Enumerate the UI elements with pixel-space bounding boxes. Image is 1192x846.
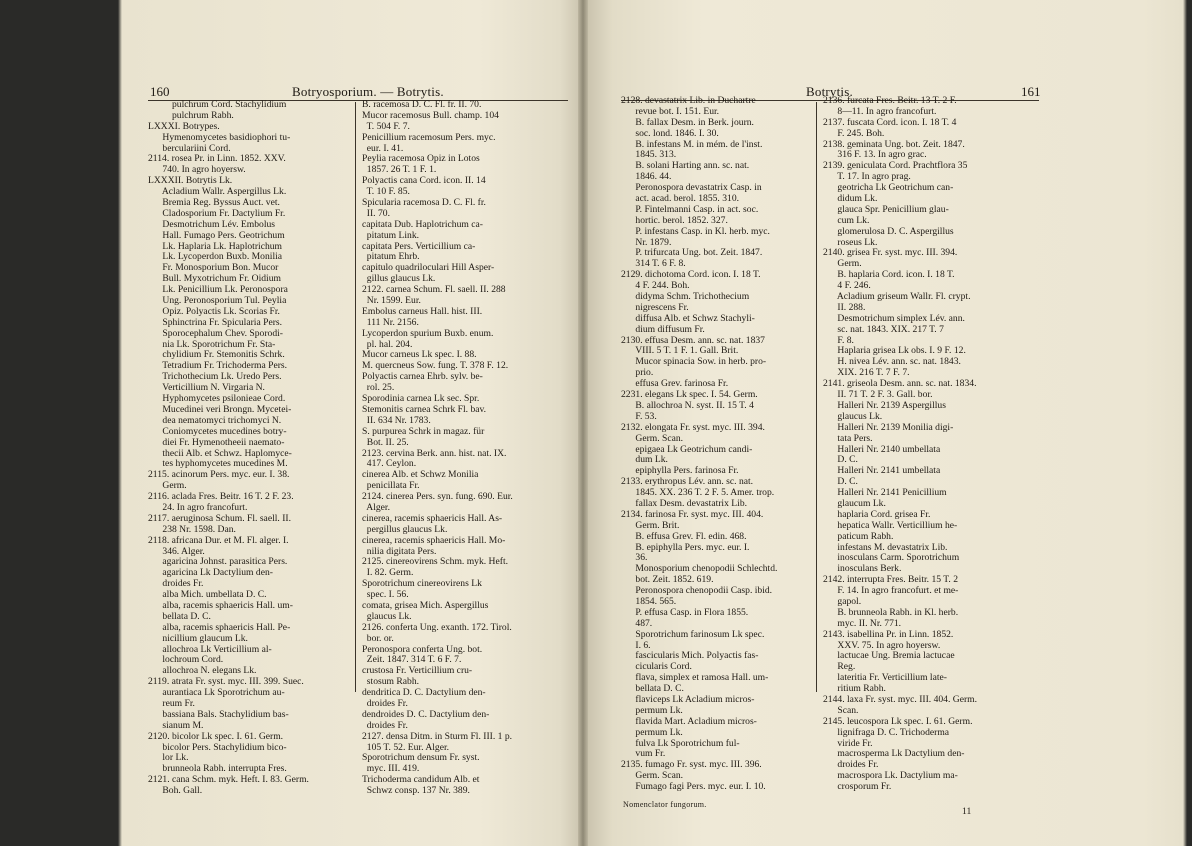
text-line: Mucor racemosus Bull. champ. 104 [362,109,499,121]
text-line: 346. Alger. [148,545,205,557]
text-line: Halleri Nr. 2139 Monilia digi- [823,421,954,433]
text-line: brunneola Rabh. interrupta Fres. [148,763,287,775]
text-line: Hyphomycetes psilonieae Cord. [148,393,286,405]
text-line: 2143. isabellina Pr. in Linn. 1852. [823,628,954,640]
text-line: macrospora Lk. Dactylium ma- [823,770,958,782]
text-line: II. 634 Nr. 1783. [362,414,431,426]
text-line: B. haplaria Cord. icon. I. 18 T. [823,269,955,281]
text-line: agaricina Lk Dactylium den- [148,567,273,579]
text-line: S. purpurea Schrk in magaz. für [362,425,485,437]
text-line: Fumago fagi Pers. myc. eur. I. 10. [621,781,766,793]
text-line: Alger. [362,501,390,513]
text-line: D. C. [823,454,858,466]
text-line: droides Fr. [362,697,408,709]
text-line: Schwz consp. 137 Nr. 389. [362,785,470,797]
text-line: Halleri Nr. 2139 Aspergillus [823,399,946,411]
text-line: stosum Rabh. [362,676,420,688]
text-line: 1857. 26 T. 1 F. 1. [362,164,437,176]
text-line: P. trifurcata Ung. bot. Zeit. 1847. [621,247,763,259]
left-column-divider [355,102,356,692]
text-line: capitata Dub. Haplotrichum ca- [362,218,483,230]
text-line: Monosporium chenopodii Schlechtd. [621,563,778,575]
text-line: Zeit. 1847. 314 T. 6 F. 7. [362,654,462,666]
text-line: Lk. Penicillium Lk. Peronospora [148,284,288,296]
text-line: bot. Zeit. 1852. 619. [621,574,714,586]
text-line: 1846. 44. [621,171,672,183]
text-line: myc. III. 419. [362,763,420,775]
right-column-divider [816,102,817,692]
text-line: diei Fr. Hymenotheeii naemato- [148,436,285,448]
text-line: 2142. interrupta Fres. Beitr. 15 T. 2 [823,574,959,586]
text-line: lignifraga D. C. Trichoderma [823,726,950,738]
text-line: pitatum Link. [362,229,420,241]
text-line: Lk. Lycoperdon Buxb. Monilia [148,251,283,263]
text-line: Sporotrichum densum Fr. syst. [362,752,480,764]
text-line: 2126. conferta Ung. exanth. 172. Tirol. [362,621,512,633]
text-line: epigaea Lk Geotrichum candi- [621,443,753,455]
right-column-2 [823,96,977,793]
text-line: 1854. 565. [621,595,677,607]
text-line: Penicillium racemosum Pers. myc. [362,131,496,143]
text-line: Hall. Fumago Pers. Geotrichum [148,229,285,241]
text-line: Spicularia racemosa D. C. Fl. fr. [362,197,486,209]
text-line: hepatica Wallr. Verticillium he- [823,519,958,531]
text-line: F. 245. Boh. [823,127,885,139]
text-line: thecii Alb. et Schwz. Haplomyce- [148,447,292,459]
text-line: cinerea Alb. et Schwz Monilia [362,469,479,481]
text-line: P. infestans Casp. in Kl. herb. myc. [621,225,770,237]
text-line: sianum M. [148,719,204,731]
text-line: viride Fr. [823,737,873,749]
text-line: cicularis Cord. [621,661,692,673]
text-line: B. solani Harting ann. sc. nat. [621,160,750,172]
text-line: comata, grisea Mich. Aspergillus [362,599,489,611]
text-line: M. quercneus Sow. fung. T. 378 F. 12. [362,360,509,372]
text-line: 2116. aclada Fres. Beitr. 16 T. 2 F. 23. [148,491,294,503]
text-line: Cladosporium Fr. Dactylium Fr. [148,207,286,219]
text-line: F. 53. [621,410,657,422]
text-line: Bull. Myxotrichum Fr. Oidium [148,273,281,285]
text-line: Sporodinia carnea Lk sec. Spr. [362,393,480,405]
text-line: inosculans Carm. Sporotrichum [823,552,960,564]
right-running-head: Botrytis. [806,84,853,99]
text-line: Bot. II. 25. [362,436,409,448]
text-line: B. epiphylla Pers. myc. eur. I. [621,541,750,553]
text-line: B. racemosa D. C. Fl. fr. II. 70. [362,99,482,110]
text-line: glaucus Lk. [362,610,412,622]
text-line: geotricha Lk Geotrichum can- [823,182,954,194]
text-line: T. 10 F. 85. [362,186,410,198]
text-line: F. 14. In agro francofurt. et me- [823,585,959,597]
text-line: inosculans Berk. [823,563,902,575]
text-line: II. 71 T. 2 F. 3. Gall. bor. [823,389,933,401]
text-line: ritium Rabh. [823,683,886,695]
text-line: Peylia racemosa Opiz in Lotos [362,153,480,165]
text-line: Peronospora devastatrix Casp. in [621,182,762,194]
text-line: 2141. griseola Desm. ann. sc. nat. 1834. [823,378,977,390]
text-line: Scan. [823,704,859,716]
text-line: gillus glaucus Lk. [362,273,436,285]
text-line: roseus Lk. [823,236,878,248]
text-line: Sphinctrina Fr. Spicularia Pers. [148,316,283,328]
text-line: pulchrum Cord. Stachylidium [148,99,287,110]
text-line: Sporotrichum cinereovirens Lk [362,578,482,590]
text-line: crustosa Fr. Verticillium cru- [362,665,473,677]
text-line: 24. In agro francofurt. [148,501,248,513]
text-line: Halleri Nr. 2140 umbellata [823,443,941,455]
text-line: 1845. XX. 236 T. 2 F. 5. Amer. trop. [621,487,775,499]
left-running-head: Botryosporium. — Botrytis. [292,84,444,99]
text-line: epiphylla Pers. farinosa Fr. [621,465,739,477]
text-line: Acladium griseum Wallr. Fl. crypt. [823,291,971,303]
text-line: Bremia Reg. Byssus Auct. vet. [148,197,280,209]
text-line: bor. or. [362,632,394,644]
right-page [583,0,1192,846]
text-line: Polyactis carnea Ehrb. sylv. be- [362,371,483,383]
text-line: Germ. Brit. [621,519,680,531]
text-line: chylidium Fr. Stemonitis Schrk. [148,349,285,361]
right-column-1 [621,96,777,793]
text-line: flaviceps Lk Acladium micros- [621,693,755,705]
text-line: glaucus Lk. [823,410,883,422]
text-line: Germ. Scan. [621,770,684,782]
text-line: Boh. Gall. [148,785,203,797]
text-line: 2129. dichotoma Cord. icon. I. 18 T. [621,269,761,281]
text-line: permum Lk. [621,704,683,716]
text-line: bellata D. C. [621,683,684,695]
text-line: glauca Spr. Penicillium glau- [823,203,949,215]
text-line: aurantiaca Lk Sporotrichum au- [148,687,285,699]
text-line: 2137. fuscata Cord. icon. I. 18 T. 4 [823,116,957,128]
text-line: F. 8. [823,334,854,346]
text-line: D. C. [823,476,858,488]
left-page [0,0,583,846]
text-line: myc. II. Nr. 771. [823,617,902,629]
text-line: 2130. effusa Desm. ann. sc. nat. 1837 [621,334,765,346]
text-line: Polyactis cana Cord. icon. II. 14 [362,175,486,187]
text-line: soc. lond. 1846. I. 30. [621,127,719,139]
text-line: prio. [621,367,654,379]
text-line: bassiana Bals. Stachylidium bas- [148,708,289,720]
text-line: 2135. fumago Fr. syst. myc. III. 396. [621,759,762,771]
text-line: Lycoperdon spurium Buxb. enum. [362,327,494,339]
text-line: sc. nat. 1843. XIX. 217 T. 7 [823,323,944,335]
text-line: 2132. elongata Fr. syst. myc. III. 394. [621,421,765,433]
text-line: 111 Nr. 2156. [362,316,419,328]
text-line: 2133. erythropus Lév. ann. sc. nat. [621,476,754,488]
text-line: 2114. rosea Pr. in Linn. 1852. XXV. [148,153,286,165]
text-line: T. 17. In agro prag. [823,171,911,183]
text-line: 2123. cervina Berk. ann. hist. nat. IX. [362,447,507,459]
text-line: revue bot. I. 151. Eur. [621,105,720,117]
text-line: pl. hal. 204. [362,338,413,350]
text-line: permum Lk. [621,726,683,738]
text-line: pitatum Ehrb. [362,251,420,263]
right-page-number: 161 [1021,84,1041,99]
text-line: 238 Nr. 1598. Dan. [148,523,236,535]
text-line: Trichothecium Lk. Uredo Pers. [148,371,282,383]
text-line: nicillium glaucum Lk. [148,632,248,644]
text-line: macrosperma Lk Dactylium den- [823,748,965,760]
text-line: 2118. africana Dur. et M. Fl. alger. I. [148,534,289,546]
text-line: Sporotrichum farinosum Lk spec. [621,628,765,640]
text-line: gapol. [823,595,862,607]
text-line: Opiz. Polyactis Lk. Scorias Fr. [148,305,280,317]
text-line: allochroa N. elegans Lk. [148,665,257,677]
text-line: 2119. atrata Fr. syst. myc. III. 399. Suec. [148,676,304,688]
text-line: infestans M. devastatrix Lib. [823,541,948,553]
text-line: Desmotrichum simplex Lév. ann. [823,312,965,324]
text-line: LXXXII. Botrytis Lk. [148,175,233,187]
text-line: Ung. Peronosporium Tul. Peylia [148,295,287,307]
text-line: Verticillium N. Virgaria N. [148,382,265,394]
text-line: dendritica D. C. Dactylium den- [362,687,486,699]
text-line: tata Pers. [823,432,873,444]
text-line: II. 288. [823,301,866,313]
text-line: P. Fintelmanni Casp. in act. soc. [621,203,759,215]
text-line: 36. [621,552,648,564]
footer-note: Nomenclator fungorum. [623,800,707,809]
text-line: spec. I. 56. [362,589,409,601]
text-line: Germ. Scan. [621,432,684,444]
text-line: diffusa Alb. et Schwz Stachyli- [621,312,755,324]
text-line: droides Fr. [148,578,204,590]
text-line: II. 70. [362,207,390,219]
text-line: 2121. cana Schm. myk. Heft. I. 83. Germ. [148,774,309,786]
text-line: dum Lk. [621,454,668,466]
text-line: B. allochroa N. syst. II. 15 T. 4 [621,399,754,411]
text-line: penicillata Fr. [362,480,420,492]
text-line: flava, simplex et ramosa Hall. um- [621,672,769,684]
text-line: Halleri Nr. 2141 Penicillium [823,487,947,499]
text-line: dium diffusum Fr. [621,323,705,335]
text-line: capitulo quadriloculari Hill Asper- [362,262,495,274]
text-line: 2136. furcata Fres. Beitr. 13 T. 2 F. [823,95,957,106]
text-line: effusa Grev. farinosa Fr. [621,378,729,390]
text-line: paticum Rabh. [823,530,894,542]
text-line: bicolor Pers. Stachylidium bico- [148,741,287,753]
text-line: 2139. geniculata Cord. Prachtflora 35 [823,160,968,172]
text-line: 8—11. In agro francofurt. [823,105,937,117]
text-line: 1845. 313. [621,149,677,161]
text-line: Desmotrichum Lév. Embolus [148,218,276,230]
text-line: cum Lk. [823,214,870,226]
text-line: Peronospora conferta Ung. bot. [362,643,483,655]
text-line: haplaria Cord. grisea Fr. [823,508,931,520]
text-line: reum Fr. [148,697,195,709]
text-line: I. 6. [621,639,651,651]
text-line: bellata D. C. [148,610,211,622]
text-line: allochroa Lk Verticillium al- [148,643,272,655]
text-line: hortic. berol. 1852. 327. [621,214,728,226]
text-line: Germ. [148,480,187,492]
text-line: 2134. farinosa Fr. syst. myc. III. 404. [621,508,764,520]
text-line: 105 T. 52. Eur. Alger. [362,741,450,753]
text-line: 314 T. 6 F. 8. [621,258,686,270]
text-line: fulva Lk Sporotrichum ful- [621,737,740,749]
text-line: 487. [621,617,653,629]
text-line: Trichoderma candidum Alb. et [362,774,480,786]
signature-mark: 11 [962,806,972,817]
text-line: eur. I. 41. [362,142,404,154]
text-line: 2115. acinorum Pers. myc. eur. I. 38. [148,469,290,481]
book-gutter [578,0,588,846]
text-line: P. effusa Casp. in Flora 1855. [621,606,749,618]
text-line: Sporocephalum Chev. Sporodi- [148,327,284,339]
text-line: cinerea, racemis sphaericis Hall. As- [362,512,503,524]
text-line: 2117. aeruginosa Schum. Fl. saell. II. [148,512,291,524]
text-line: pulchrum Rabh. [148,109,234,121]
text-line: Mucor spinacia Sow. in herb. pro- [621,356,767,368]
text-line: act. acad. berol. 1855. 310. [621,193,740,205]
left-page-number: 160 [150,84,170,99]
text-line: 4 F. 246. [823,280,871,292]
text-line: XIX. 216 T. 7 F. 7. [823,367,910,379]
text-line: Fr. Monosporium Bon. Mucor [148,262,279,274]
text-line: glomerulosa D. C. Aspergillus [823,225,954,237]
text-line: LXXXI. Botrypes. [148,120,220,132]
text-line: 4 F. 244. Boh. [621,280,690,292]
text-line: B. infestans M. in mém. de l'inst. [621,138,763,150]
text-line: B. brunneola Rabh. in Kl. herb. [823,606,959,618]
text-line: 2138. geminata Ung. bot. Zeit. 1847. [823,138,965,150]
text-line: 2120. bicolor Lk spec. I. 61. Germ. [148,730,284,742]
text-line: Embolus carneus Hall. hist. III. [362,305,483,317]
text-line: nia Lk. Sporotrichum Fr. Sta- [148,338,276,350]
text-line: 2145. leucospora Lk spec. I. 61. Germ. [823,715,973,727]
text-line: Coniomycetes mucedines botry- [148,425,287,437]
text-line: glaucum Lk. [823,497,886,509]
left-column-2 [362,100,513,797]
text-line: Acladium Wallr. Aspergillus Lk. [148,186,287,198]
text-line: B. effusa Grev. Fl. edin. 468. [621,530,747,542]
text-line: didum Lk. [823,193,878,205]
left-column-1 [148,100,309,797]
text-line: Mucor carneus Lk spec. I. 88. [362,349,477,361]
text-line: agaricina Johnst. parasitica Pers. [148,556,288,568]
text-line: 2144. laxa Fr. syst. myc. III. 404. Germ. [823,693,978,705]
text-line: pergillus glaucus Lk. [362,523,448,535]
text-line: droides Fr. [362,719,408,731]
text-line: 2127. densa Ditm. in Sturm Fl. III. 1 p. [362,730,513,742]
text-line: Halleri Nr. 2141 umbellata [823,465,941,477]
text-line: B. fallax Desm. in Berk. journ. [621,116,754,128]
text-line: alba, racemis sphaericis Hall. Pe- [148,621,291,633]
text-line: VIII. 5 T. 1 F. 1. Gall. Brit. [621,345,739,357]
text-line: droides Fr. [823,759,879,771]
text-line: vum Fr. [621,748,666,760]
text-line: lochroum Cord. [148,654,224,666]
text-line: fascicularis Mich. Polyactis fas- [621,650,759,662]
text-line: berculariini Cord. [148,142,231,154]
text-line: Nr. 1599. Eur. [362,295,421,307]
text-line: H. nivea Lév. ann. sc. nat. 1843. [823,356,961,368]
text-line: lor Lk. [148,752,189,764]
text-line: 2122. carnea Schum. Fl. saell. II. 288 [362,284,506,296]
text-line: 2124. cinerea Pers. syn. fung. 690. Eur. [362,491,513,503]
text-line: alba, racemis sphaericis Hall. um- [148,599,293,611]
text-line: didyma Schm. Trichothecium [621,291,750,303]
text-line: T. 504 F. 7. [362,120,410,132]
text-line: Nr. 1879. [621,236,672,248]
text-line: 316 F. 13. In agro grac. [823,149,927,161]
text-line: lateritia Fr. Verticillium late- [823,672,947,684]
text-line: 2231. elegans Lk spec. I. 54. Germ. [621,389,758,401]
text-line: Stemonitis carnea Schrk Fl. bav. [362,403,487,415]
text-line: rol. 25. [362,382,395,394]
text-line: nigrescens Fr. [621,301,689,313]
text-line: flavida Mart. Acladium micros- [621,715,757,727]
text-line: tes hyphomycetes mucedines M. [148,458,288,470]
text-line: 2125. cinereovirens Schm. myk. Heft. [362,556,509,568]
text-line: cinerea, racemis sphaericis Hall. Mo- [362,534,506,546]
text-line: Lk. Haplaria Lk. Haplotrichum [148,240,283,252]
text-line: Germ. [823,258,862,270]
text-line: nilia digitata Pers. [362,545,437,557]
text-line: I. 82. Germ. [362,567,414,579]
text-line: 2128. devastatrix Lib. in Duchartre [621,95,756,106]
text-line: 740. In agro hoyersw. [148,164,246,176]
text-line: dea nematomyci trichomyci N. [148,414,282,426]
text-line: crosporum Fr. [823,781,892,793]
text-line: XXV. 75. In agro hoyersw. [823,639,941,651]
text-line: Tetradium Fr. Trichoderma Pers. [148,360,288,372]
text-line: Mucedinei veri Brongn. Mycetei- [148,403,292,415]
text-line: lactucae Ung. Bremia lactucae [823,650,955,662]
text-line: Peronospora chenopodii Casp. ibid. [621,585,773,597]
text-line: 417. Ceylon. [362,458,417,470]
text-line: alba Mich. umbellata D. C. [148,589,267,601]
text-line: fallax Desm. devastatrix Lib. [621,497,748,509]
text-line: Reg. [823,661,856,673]
text-line: dendroides D. C. Dactylium den- [362,708,490,720]
text-line: 2140. grisea Fr. syst. myc. III. 394. [823,247,958,259]
text-line: capitata Pers. Verticillium ca- [362,240,476,252]
text-line: Hymenomycetes basidiophori tu- [148,131,291,143]
text-line: Haplaria grisea Lk obs. I. 9 F. 12. [823,345,966,357]
